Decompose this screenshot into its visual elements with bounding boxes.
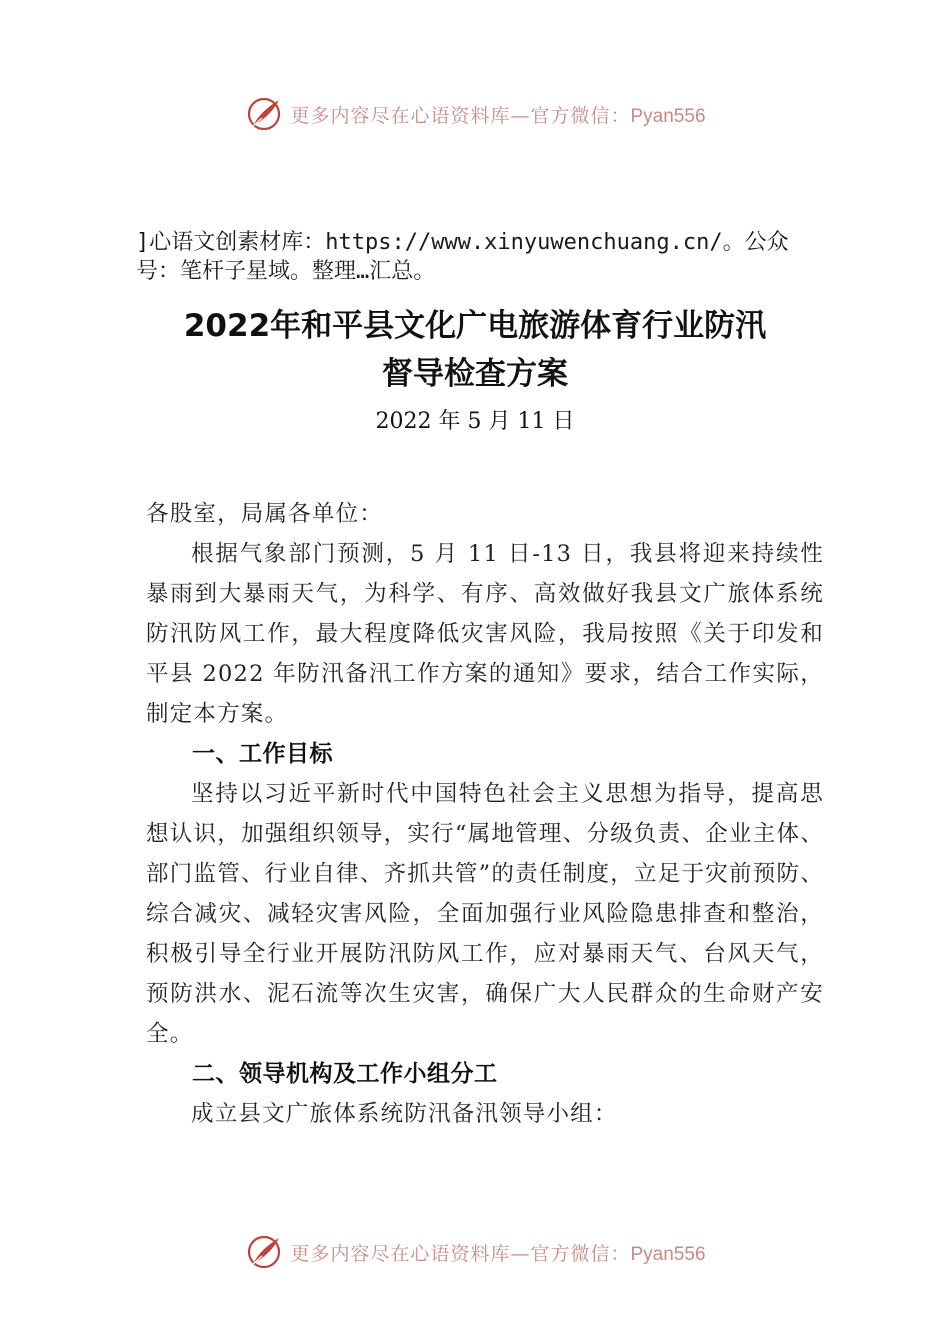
title-line-1: 2022年和平县文化广电旅游体育行业防汛	[183, 308, 767, 344]
footer-banner	[0, 1232, 950, 1272]
header-banner	[0, 94, 950, 134]
document-body	[146, 494, 824, 1134]
title-line-2: 督导检查方案	[382, 356, 568, 392]
document-title	[100, 302, 850, 398]
section-1-paragraph: 坚持以习近平新时代中国特色社会主义思想为指导，提高思想认识，加强组织领导，实行“属地管理、分级负责、企业主体、部门监管、行业自律、齐抓共管”的责任制度，立足于灾前预防、综合减灾、减轻灾害风险，全面加强行业风险隐患排查和整治，积极引导全行业开展防汛防风工作，应对暴雨天气、台风天气，预防洪水、泥石流等次生灾害，确保广大人民群众的生命财产安全。	[146, 781, 824, 1047]
salutation: 各股室，局属各单位：	[146, 501, 384, 527]
document-date: 2022 年 5 月 11 日	[375, 409, 575, 434]
source-note: ]心语文创素材库：https://www.xinyuwenchuang.cn/。公众号：笔杆子星域。整理…汇总。	[136, 230, 789, 284]
footer-banner-wechat: Pyan556	[630, 1243, 706, 1265]
section-heading-1: 一、工作目标	[192, 741, 333, 767]
intro-paragraph: 根据气象部门预测，5 月 11 日-13 日，我县将迎来持续性暴雨到大暴雨天气，为科学、有序、高效做好我县文广旅体系统防汛防风工作，最大程度降低灾害风险，我局按照《关于印发和平县 2022 年防汛备汛工作方案的通知》要求，结合工作实际，制定本方案。	[146, 541, 824, 727]
section-2-paragraph: 成立县文广旅体系统防汛备汛领导小组：	[191, 1101, 618, 1127]
header-banner-text: 更多内容尽在心语资料库—官方微信：Pyan556	[290, 104, 706, 127]
section-heading-2: 二、领导机构及工作小组分工	[192, 1061, 498, 1087]
footer-banner-text: 更多内容尽在心语资料库—官方微信：Pyan556	[290, 1242, 706, 1265]
quill-pen-logo-icon	[244, 1232, 284, 1272]
header-banner-wechat: Pyan556	[630, 105, 706, 127]
quill-pen-logo-icon	[244, 94, 284, 134]
